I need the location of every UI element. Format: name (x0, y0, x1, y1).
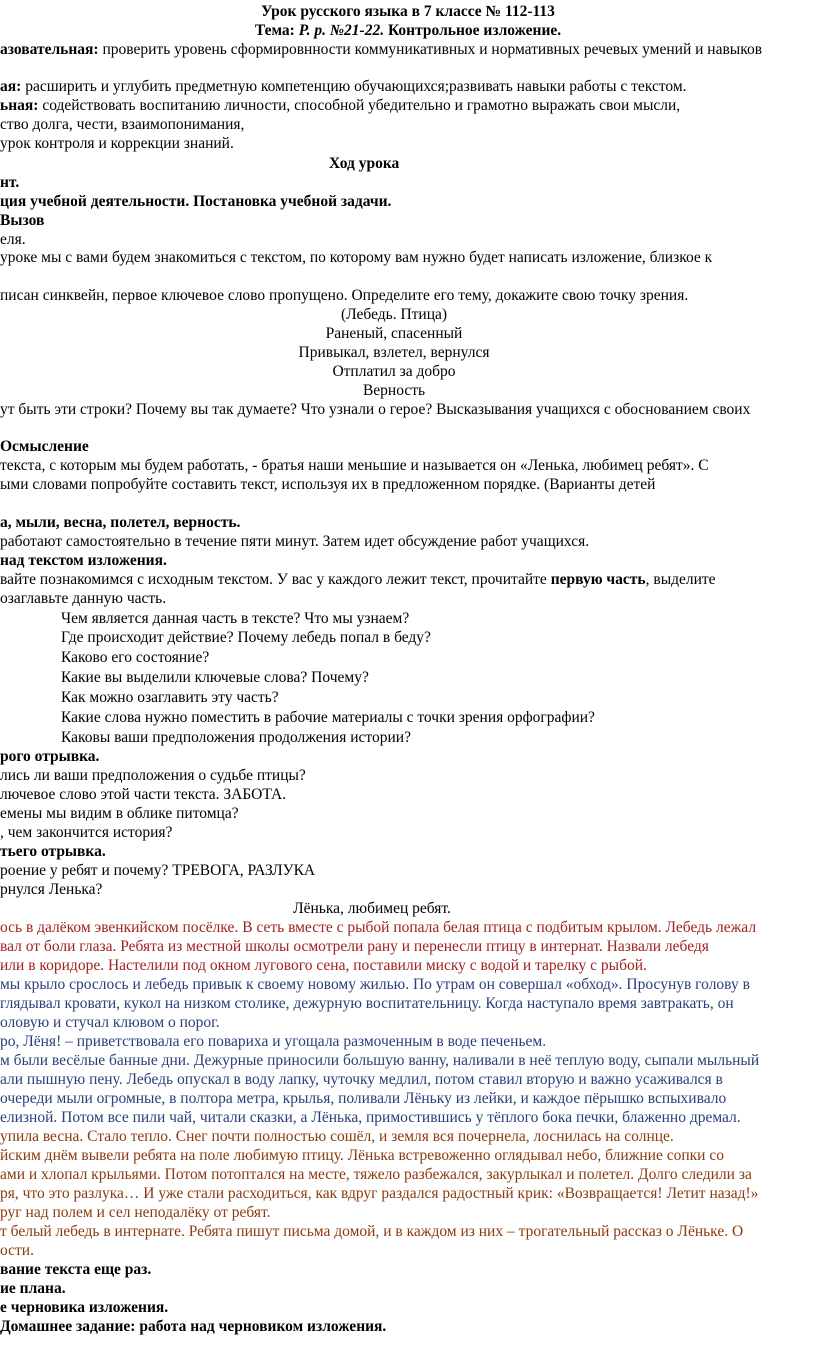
story-line: руг над полем и сел неподалёку от ребят. (0, 1204, 271, 1221)
story-line: елизной. Потом все пили чай, читали сказки, а Лёнька, примостившись у тёплого бока печки, блаженно дремал. (0, 1109, 741, 1126)
story-line: глядывал кровати, кукол на низком столике, дежурную воспитательницу. Когда наступало время завтракать, он (0, 995, 734, 1012)
goal-upbringing-label: ьная: (0, 97, 39, 114)
reading-task-first-part: первую часть (550, 571, 646, 588)
story-line: или в коридоре. Настелили под окном лугового сена, поставили миску с водой и тарелку с рыбой. (0, 957, 647, 974)
middle-question: ут быть эти строки? Почему вы так думаете? Что узнали о герое? Высказывания учащихся с обоснованием своих (0, 401, 751, 418)
goal-educational-label: азовательная: (0, 41, 99, 58)
goal-line-4: ство долга, чести, взаимопонимания, (0, 116, 245, 133)
goal-developing-label: ая: (0, 78, 22, 95)
final-step-1: вание текста еще раз. (0, 1261, 152, 1278)
third-excerpt-q2: рнулся Ленька? (0, 881, 103, 898)
story-title: Лёнька, любимец ребят. (293, 900, 451, 917)
story-line: упила весна. Стало тепло. Снег почти полностью сошёл, и земля вся почернела, лоснилась на солнце. (0, 1128, 674, 1145)
story-line: т белый лебедь в интернате. Ребята пишут письма домой, и в каждом из них – трогательный рассказ о Лёньке. О (0, 1223, 744, 1240)
final-step-2: ие плана. (0, 1280, 66, 1297)
reading-task-a: вайте познакомимся с исходным текстом. У вас у каждого лежит текст, прочитайте (0, 571, 551, 588)
cinquain-line-1: (Лебедь. Птица) (340, 306, 448, 323)
third-excerpt-q1: роение у ребят и почему? ТРЕВОГА, РАЗЛУКА (0, 862, 316, 879)
course-stage-call: Вызов (0, 212, 45, 229)
question-item: Где происходит действие? Почему лебедь попал в беду? (61, 629, 431, 646)
question-item: Каковы ваши предположения продолжения истории? (61, 729, 411, 746)
goal-upbringing-text: содействовать воспитанию личности, способной убедительно и грамотно выражать свои мысли, (38, 97, 681, 114)
work-on-text-heading: над текстом изложения. (0, 552, 167, 569)
lesson-type: урок контроля и коррекции знаний. (0, 135, 234, 152)
story-line: оловую и стучал клювом о порог. (0, 1014, 220, 1031)
goal-educational (0, 40, 762, 59)
course-teacher: еля. (0, 231, 26, 248)
course-stage-2: ция учебной деятельности. Постановка учебной задачи. (0, 193, 392, 210)
cinquain-line-3: Привыкал, взлетел, вернулся (298, 344, 490, 361)
third-excerpt-heading: тьего отрывка. (0, 843, 106, 860)
goal-developing-text: расширить и углубить предметную компетенцию обучающихся;развивать навыки работы с текстом. (21, 78, 687, 95)
key-words: а, мыли, весна, полетел, верность. (0, 514, 241, 531)
lesson-title: Урок русского языка в 7 классе № 112-113 (261, 3, 555, 20)
story-line: м были весёлые банные дни. Дежурные приносили большую ванну, наливали в неё теплую воду, сыпали мыльный (0, 1052, 760, 1069)
course-cinquain-task: писан синквейн, первое ключевое слово пропущено. Определите его тему, докажите свою точку зрения. (0, 287, 689, 304)
story-line: ости. (0, 1242, 34, 1259)
story-line: мы крыло срослось и лебедь привык к своему новому жилью. По утрам он совершал «обход». Просунув голову в (0, 976, 750, 993)
theme-label: Тема: (254, 22, 299, 39)
story-line: ами и хлопал крыльями. Потом потоптался на месте, тяжело разбежался, закурлыкал и полетел. Долго следили за (0, 1166, 752, 1183)
question-item: Чем является данная часть в тексте? Что мы узнаем? (61, 610, 410, 627)
text-compose-task: ыми словами попробуйте составить текст, используя их в предложенном порядке. (Варианты детей (0, 476, 656, 493)
second-excerpt-q3: емены мы видим в облике питомца? (0, 805, 239, 822)
second-excerpt-q4: , чем закончится история? (0, 824, 173, 841)
course-stage-1: нт. (0, 174, 20, 191)
goal-developing (0, 77, 687, 96)
second-excerpt-q1: лись ли ваши предположения о судьбе птицы? (0, 767, 306, 784)
story-line: вал от боли глаза. Ребята из местной школы осмотрели рану и перенесли птицу в интернат. Назвали лебедя (0, 938, 709, 955)
second-excerpt-heading: рого отрывка. (0, 748, 100, 765)
independent-work: работают самостоятельно в течение пяти минут. Затем идет обсуждение работ учащихся. (0, 533, 590, 550)
second-excerpt-q2: лючевое слово этой части текста. ЗАБОТА. (0, 786, 287, 803)
course-intro: уроке мы с вами будем знакомиться с текстом, по которому вам нужно будет написать изложение, близкое к (0, 249, 713, 266)
goal-educational-text: проверить уровень сформировнности коммуникативных и нормативных речевых умений и навыков (98, 41, 763, 58)
theme-name: Контрольное изложение. (384, 22, 562, 39)
cinquain-line-5: Верность (362, 382, 426, 399)
homework: Домашнее задание: работа над черновиком изложения. (0, 1318, 387, 1335)
question-item: Каково его состояние? (61, 649, 210, 666)
goal-upbringing (0, 96, 680, 115)
question-item: Какие слова нужно поместить в рабочие материалы с точки зрения орфографии? (61, 709, 595, 726)
story-line: али пышную пену. Лебедь опускал в воду лапку, чуточку медлил, потом ставил вторую и важно усаживался в (0, 1071, 723, 1088)
cinquain-line-2: Раненый, спасенный (325, 325, 463, 342)
reading-task (0, 570, 716, 589)
text-topic: текста, с которым мы будем работать, - братья наши меньшие и называется он «Ленька, любимец ребят». С (0, 457, 709, 474)
story-line: ря, что это разлука… И уже стали расходиться, как вдруг раздался радостный крик: «Возвращается! Летит назад!» (0, 1185, 759, 1202)
story-line: ось в далёком эвенкийском посёлке. В сеть вместе с рыбой попала белая птица с подбитым крылом. Лебедь лежал (0, 919, 757, 936)
reading-task-c: , выделите (645, 571, 716, 588)
theme-number: Р. р. №21-22. (298, 22, 385, 39)
question-item: Какие вы выделили ключевые слова? Почему? (61, 669, 369, 686)
question-item: Как можно озаглавить эту часть? (61, 689, 279, 706)
story-line: очереди мыли огромные, в полтора метра, крылья, поливали Лёньку из лейки, и каждое пёрышко вспыхивало (0, 1090, 727, 1107)
lesson-theme (0, 21, 816, 40)
course-heading: Ход урока (329, 155, 400, 172)
cinquain-line-4: Отплатил за добро (332, 363, 456, 380)
story-line: йским днём вывели ребята на поле любимую птицу. Лёнька встревоженно оглядывал небо, ближние сопки со (0, 1147, 724, 1164)
story-line: ро, Лёня! – приветствовала его повариха и угощала размоченным в воде печеньем. (0, 1033, 547, 1050)
title-part-task: озаглавьте данную часть. (0, 590, 167, 607)
final-step-3: е черновика изложения. (0, 1299, 169, 1316)
stage-comprehension: Осмысление (0, 438, 89, 455)
